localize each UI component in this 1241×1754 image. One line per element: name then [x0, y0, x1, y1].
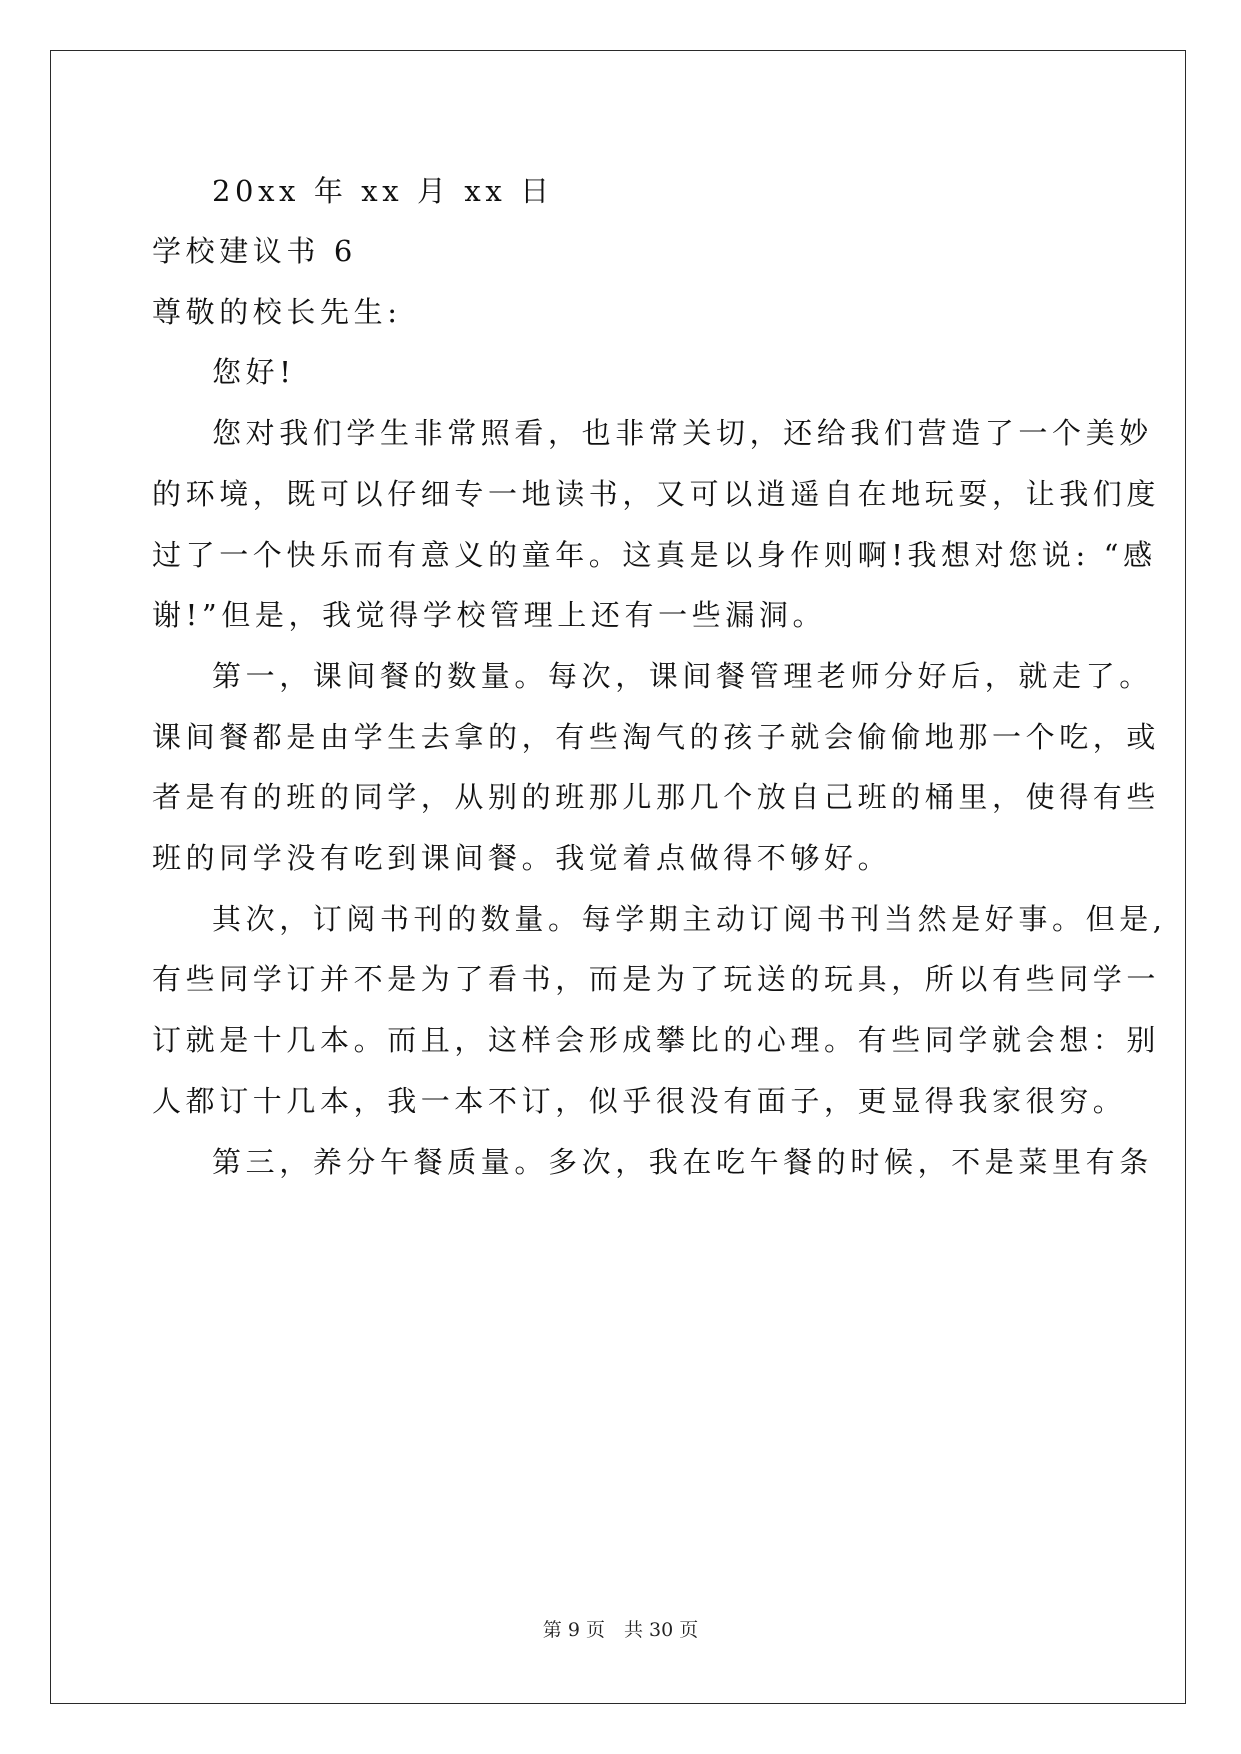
salutation: 尊敬的校长先生:	[152, 295, 402, 329]
paragraph-line: 班的同学没有吃到课间餐。我觉着点做得不够好。	[152, 841, 892, 875]
paragraph-line: 过了一个快乐而有意义的童年。这真是以身作则啊!我想对您说: “感	[152, 538, 1157, 572]
paragraph-line: 有些同学订并不是为了看书，而是为了玩送的玩具，所以有些同学一	[152, 962, 1161, 996]
paragraph-line: 您对我们学生非常照看，也非常关切，还给我们营造了一个美妙	[212, 416, 1153, 450]
paragraph-line: 人都订十几本，我一本不订，似乎很没有面子，更显得我家很穷。	[152, 1084, 1127, 1118]
paragraph-line: 者是有的班的同学，从别的班那儿那几个放自己班的桶里，使得有些	[152, 780, 1161, 814]
paragraph-line: 其次，订阅书刊的数量。每学期主动订阅书刊当然是好事。但是,	[212, 902, 1167, 936]
paragraph-line: 的环境，既可以仔细专一地读书，又可以逍遥自在地玩耍，让我们度	[152, 477, 1161, 511]
greeting: 您好!	[212, 355, 296, 389]
letter-title: 学校建议书 6	[152, 234, 357, 268]
paragraph-line: 谢!”但是，我觉得学校管理上还有一些漏洞。	[152, 598, 827, 632]
paragraph-line: 课间餐都是由学生去拿的，有些淘气的孩子就会偷偷地那一个吃，或	[152, 720, 1161, 754]
date-line: 20xx 年 xx 月 xx 日	[212, 174, 554, 208]
page-number-footer: 第 9 页 共 30 页	[542, 1619, 699, 1641]
paragraph-line: 第一，课间餐的数量。每次，课间餐管理老师分好后，就走了。	[212, 659, 1153, 693]
paragraph-line: 第三，养分午餐质量。多次，我在吃午餐的时候，不是菜里有条	[212, 1145, 1153, 1179]
paragraph-line: 订就是十几本。而且，这样会形成攀比的心理。有些同学就会想：别	[152, 1023, 1161, 1057]
